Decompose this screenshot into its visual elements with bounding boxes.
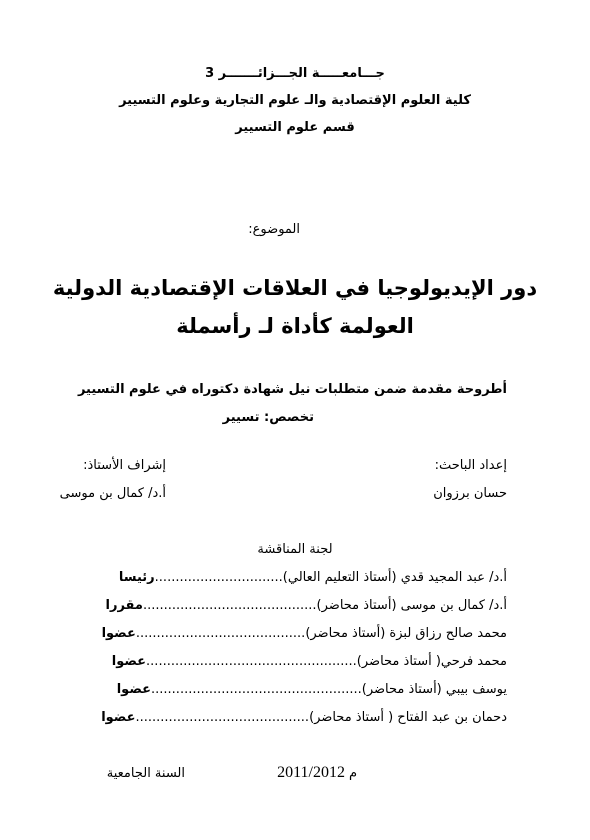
academic-year-label: السنة الجامعية xyxy=(106,766,185,781)
member-name: يوسف بيبي (أستاذ محاضر) xyxy=(361,682,507,697)
committee-member xyxy=(102,626,507,641)
member-name: أ.د/ كمال بن موسى (أستاذ محاضر) xyxy=(316,598,507,613)
specialization: تخصص: تسيير xyxy=(222,410,314,425)
member-dots: .......................................... xyxy=(142,598,317,613)
member-dots: ......................................... xyxy=(135,626,306,641)
committee-member xyxy=(106,598,507,613)
member-role: رئيسا xyxy=(118,570,155,585)
researcher-name: حسان برزوان xyxy=(433,486,507,501)
member-name: دحمان بن عبد الفتاح ( أستاذ محاضر) xyxy=(309,710,507,725)
committee-title: لجنة المناقشة xyxy=(257,542,333,557)
faculty-name: كلية العلوم الإقتصادية والـ علوم التجارية وعلوم التسيير xyxy=(119,93,471,108)
committee-member xyxy=(112,654,507,669)
member-role: عضوا xyxy=(111,654,147,669)
member-dots: ................................................... xyxy=(151,682,362,697)
member-dots: ................................................... xyxy=(146,654,357,669)
thesis-title-line-2: العولمة كأداة لـ رأسملة xyxy=(176,314,414,338)
member-name: محمد فرحي( أستاذ محاضر) xyxy=(356,654,507,669)
committee-member xyxy=(101,710,507,725)
preparation-label: إعداد الباحث: xyxy=(434,458,507,473)
committee-member xyxy=(119,570,507,585)
member-role: عضوا xyxy=(101,710,136,725)
member-role: مقررا xyxy=(105,598,143,613)
university-name: جـــامعـــــة الجـــزائـــــــر 3 xyxy=(205,66,385,81)
thesis-title-line-1: دور الإيديولوجيا في العلاقات الإقتصادية الدولية xyxy=(52,276,538,300)
thesis-description: أطروحة مقدمة ضمن متطلبات نيل شهادة دكتوراه في علوم التسيير xyxy=(77,382,507,397)
academic-year-value: 2011/2012 xyxy=(277,764,345,781)
supervisor-name: أ.د/ كمال بن موسى xyxy=(59,486,166,501)
member-dots: .......................................... xyxy=(135,710,310,725)
member-name: أ.د/ عبد المجيد قدي (أستاذ التعليم العالي) xyxy=(282,570,507,585)
member-role: عضوا xyxy=(101,626,136,641)
member-dots: ............................... xyxy=(154,570,283,585)
supervision-label: إشراف الأستاذ: xyxy=(83,458,166,473)
committee-member xyxy=(117,682,507,697)
member-name: محمد صالح رزاق لبزة (أستاذ محاضر) xyxy=(305,626,507,641)
academic-year-unit: م xyxy=(348,766,357,781)
department-name: قسم علوم التسيير xyxy=(235,120,355,135)
member-role: عضوا xyxy=(116,682,152,697)
subject-label: الموضوع: xyxy=(248,222,300,237)
